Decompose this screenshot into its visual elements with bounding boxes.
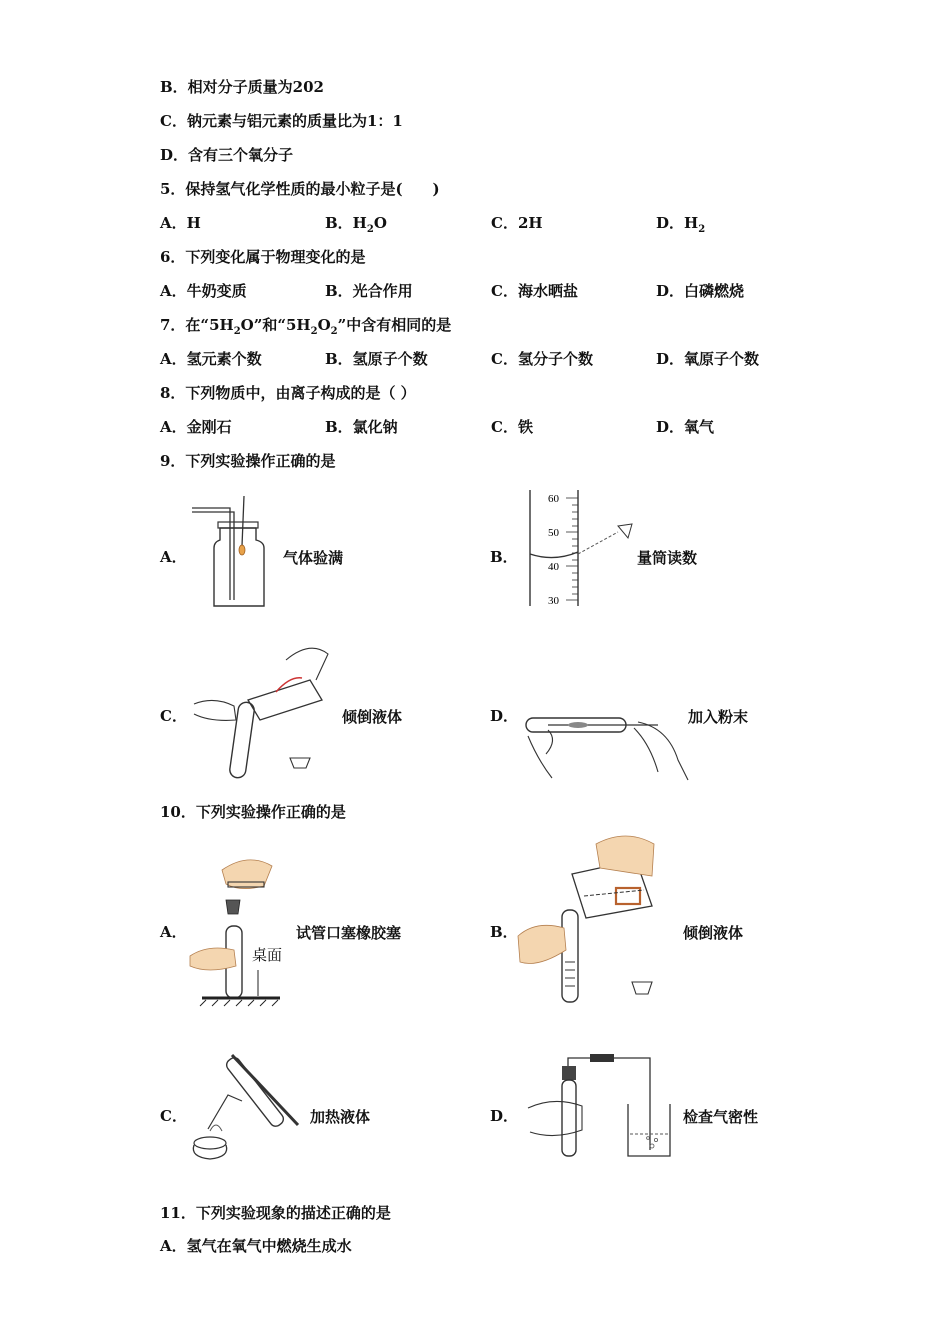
cylinder-tick-60: 60	[548, 493, 559, 505]
q11-stem: 11．下列实验现象的描述正确的是	[160, 1204, 391, 1222]
q10-stem: 10．下列实验操作正确的是	[160, 803, 346, 821]
gas-bottle-figure	[190, 490, 270, 610]
q11-option-a: A．氢气在氧气中燃烧生成水	[160, 1237, 352, 1255]
pouring-liquid-figure-2	[516, 832, 666, 1007]
adding-powder-figure	[518, 700, 693, 785]
q7-option-b: B．氢原子个数	[325, 350, 428, 368]
q8-stem: 8．下列物质中，由离子构成的是（ ）	[160, 384, 416, 402]
q6-option-c: C．海水晒盐	[491, 282, 578, 300]
q9-option-b-label: B．	[490, 548, 518, 566]
q10-option-a-label: A．	[160, 923, 187, 941]
bottle-stopper-icon	[290, 758, 310, 768]
measuring-cylinder-figure	[520, 488, 640, 608]
q5-option-b: B．$H_2O$	[325, 214, 387, 235]
q7-option-c: C．氢分子个数	[491, 350, 593, 368]
q8-option-a: A．金刚石	[160, 418, 232, 436]
pouring-liquid-figure	[190, 640, 340, 785]
q4-option-b: B．相对分子质量为202	[160, 78, 324, 96]
q5-option-a: A．H	[160, 214, 201, 232]
airtightness-check-figure	[524, 1050, 674, 1162]
q5-stem: 5．保持氢气化学性质的最小粒子是( )	[160, 180, 440, 198]
q5-option-c: C．2H	[491, 214, 543, 232]
q9-option-b-caption: 量筒读数	[637, 549, 698, 567]
q8-option-d: D．氧气	[656, 418, 715, 436]
rubber-stopper-icon	[226, 900, 240, 914]
q4-option-d: D．含有三个氧分子	[160, 146, 294, 164]
eye-icon	[618, 524, 632, 538]
q10-option-b-caption: 倾倒液体	[683, 924, 744, 942]
q6-stem: 6．下列变化属于物理变化的是	[160, 248, 366, 266]
q10-option-a-caption: 试管口塞橡胶塞	[296, 924, 402, 942]
q9-option-c-label: C．	[160, 707, 187, 725]
q9-option-d-label: D．	[490, 707, 519, 725]
q9-option-a-caption: 气体验满	[283, 549, 344, 567]
q8-option-c: C．铁	[491, 418, 533, 436]
heating-liquid-figure	[188, 1045, 303, 1163]
q6-option-b: B．光合作用	[325, 282, 413, 300]
q10-option-d-caption: 检查气密性	[683, 1108, 759, 1126]
cylinder-tick-50: 50	[548, 527, 559, 539]
q10-option-d-label: D．	[490, 1107, 519, 1125]
q8-option-b: B．氯化钠	[325, 418, 398, 436]
q9-option-c-caption: 倾倒液体	[342, 708, 403, 726]
cylinder-tick-40: 40	[548, 561, 559, 573]
cylinder-tick-30: 30	[548, 595, 559, 607]
q7-option-a: A．氢元素个数	[160, 350, 262, 368]
q9-stem: 9．下列实验操作正确的是	[160, 452, 336, 470]
q7-option-d: D．氧原子个数	[656, 350, 760, 368]
q9-option-d-caption: 加入粉末	[688, 708, 749, 726]
q7-stem: 7．在“$5H_2O$”和“$5H_2O_2$”中含有相同的是	[160, 316, 452, 337]
q4-option-c: C．钠元素与铝元素的质量比为1：1	[160, 112, 403, 130]
q5-option-d: D．$H_2$	[656, 214, 706, 235]
q10-option-b-label: B．	[490, 923, 518, 941]
q6-option-a: A．牛奶变质	[160, 282, 247, 300]
q6-option-d: D．白磷燃烧	[656, 282, 745, 300]
q9-option-a-label: A．	[160, 548, 187, 566]
q10-option-c-label: C．	[160, 1107, 187, 1125]
q10-option-c-caption: 加热液体	[310, 1108, 371, 1126]
bottle-stopper-icon-2	[632, 982, 652, 994]
stopper-test-tube-figure	[188, 852, 288, 1007]
desk-label: 桌面	[252, 946, 283, 964]
